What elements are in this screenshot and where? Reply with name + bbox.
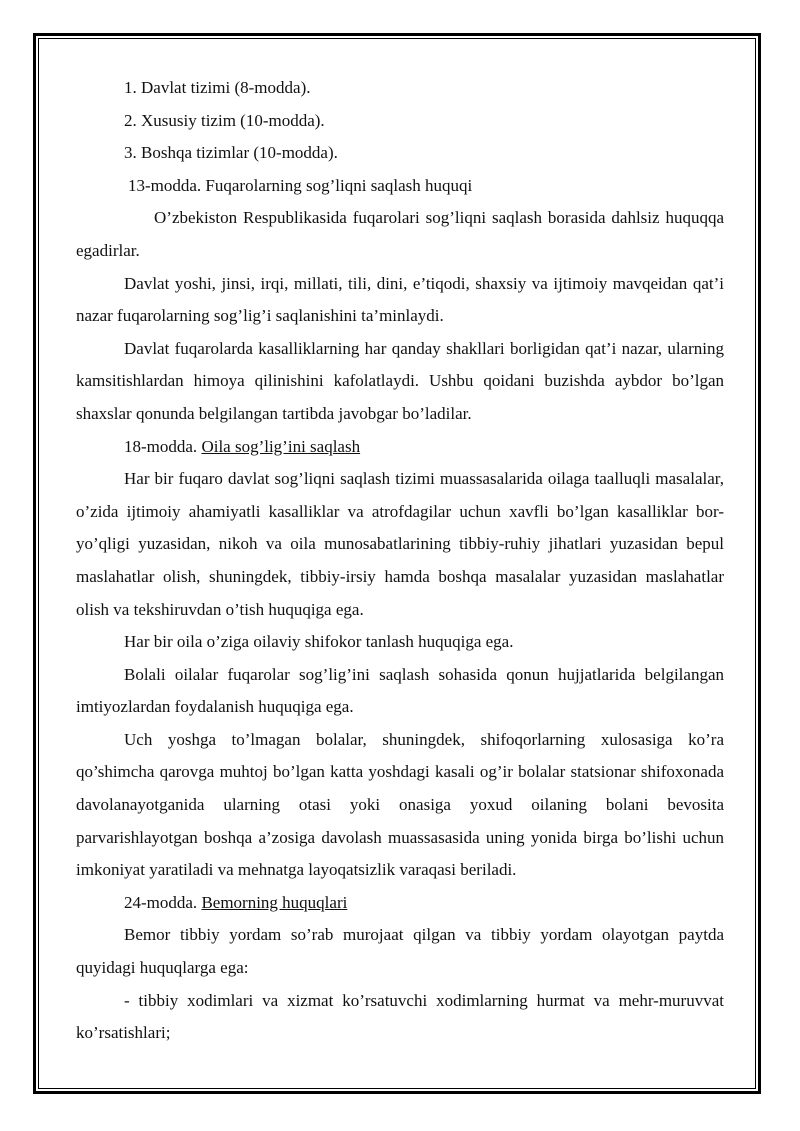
list-item: 3. Boshqa tizimlar (10-modda). — [124, 143, 338, 163]
article-24-heading — [76, 887, 724, 920]
paragraph: - tibbiy xodimlari va xizmat ko’rsatuvchi xodimlarning hurmat va mehr-muruvvat ko’rsatishlari; — [76, 990, 724, 1043]
document-body — [76, 72, 724, 1050]
list-item: 2. Xususiy tizim (10-modda). — [124, 110, 325, 130]
article-title: Bemorning huquqlari — [201, 892, 348, 912]
paragraph: Davlat fuqarolarda kasalliklarning har qanday shakllari borligidan qat’i nazar, ularning kamsitishlardan himoya qilinishini kafolatlaydi. Ushbu qoidani buzishda aybdor bo’lgan shaxslar qonunda belgilangan tartibda javobgar bo’ladilar. — [76, 338, 724, 423]
article-number: 24-modda. — [124, 892, 198, 912]
list-item: 1. Davlat tizimi (8-modda). — [124, 78, 311, 97]
article-number: 18-modda. — [124, 436, 198, 456]
article-18-heading — [76, 431, 724, 464]
article-title: Oila sog’lig’ini saqlash — [201, 436, 361, 456]
paragraph: Bolali oilalar fuqarolar sog’lig’ini saqlash sohasida qonun hujjatlarida belgilangan imtiyozlardan foydalanish huquqiga ega. — [76, 664, 724, 717]
paragraph: Bemor tibbiy yordam so’rab murojaat qilgan va tibbiy yordam olayotgan paytda quyidagi huquqlarga ega: — [76, 925, 724, 978]
paragraph: Har bir oila o’ziga oilaviy shifokor tanlash huquqiga ega. — [124, 632, 514, 652]
paragraph: Uch yoshga to’lmagan bolalar, shuningdek, shifoqorlarning xulosasiga ko’ra qo’shimcha qarovga muhtoj bo’lgan katta yoshdagi kasali og’ir bolalar statsionar shifoxonada davolanayotganida ularning otasi yoki onasiga yoxud oilaning bolani bevosita parvarishlayotgan boshqa a’zosiga davolash muassasasida uning yonida birga bo’lishi uchun imkoniyat yaratiladi va mehnatga layoqatsizlik varaqasi beriladi. — [76, 729, 724, 880]
article-13-heading: 13-modda. Fuqarolarning sog’liqni saqlash huquqi — [128, 175, 473, 195]
paragraph: Davlat yoshi, jinsi, irqi, millati, tili, dini, e’tiqodi, shaxsiy va ijtimoiy mavqeidan qat’i nazar fuqarolarning sog’lig’i saqlanishini ta’minlaydi. — [76, 273, 724, 326]
paragraph: Har bir fuqaro davlat sog’liqni saqlash tizimi muassasalarida oilaga taalluqli masalalar, o’zida ijtimoiy ahamiyatli kasalliklar va atrofdagilar uchun xavfli bo’lgan kasalliklar bor-yo’qligi yuzasidan, nikoh va oila munosabatlarining tibbiy-ruhiy jihatlari yuzasidan bepul maslahatlar olish, shuningdek, tibbiy-irsiy hamda boshqa masalalar yuzasidan maslahatlar olish va tekshiruvdan o’tish huquqiga ega. — [76, 469, 724, 619]
paragraph: O’zbekiston Respublikasida fuqarolari sog’liqni saqlash borasida dahlsiz huquqqa egadirlar. — [76, 208, 724, 260]
